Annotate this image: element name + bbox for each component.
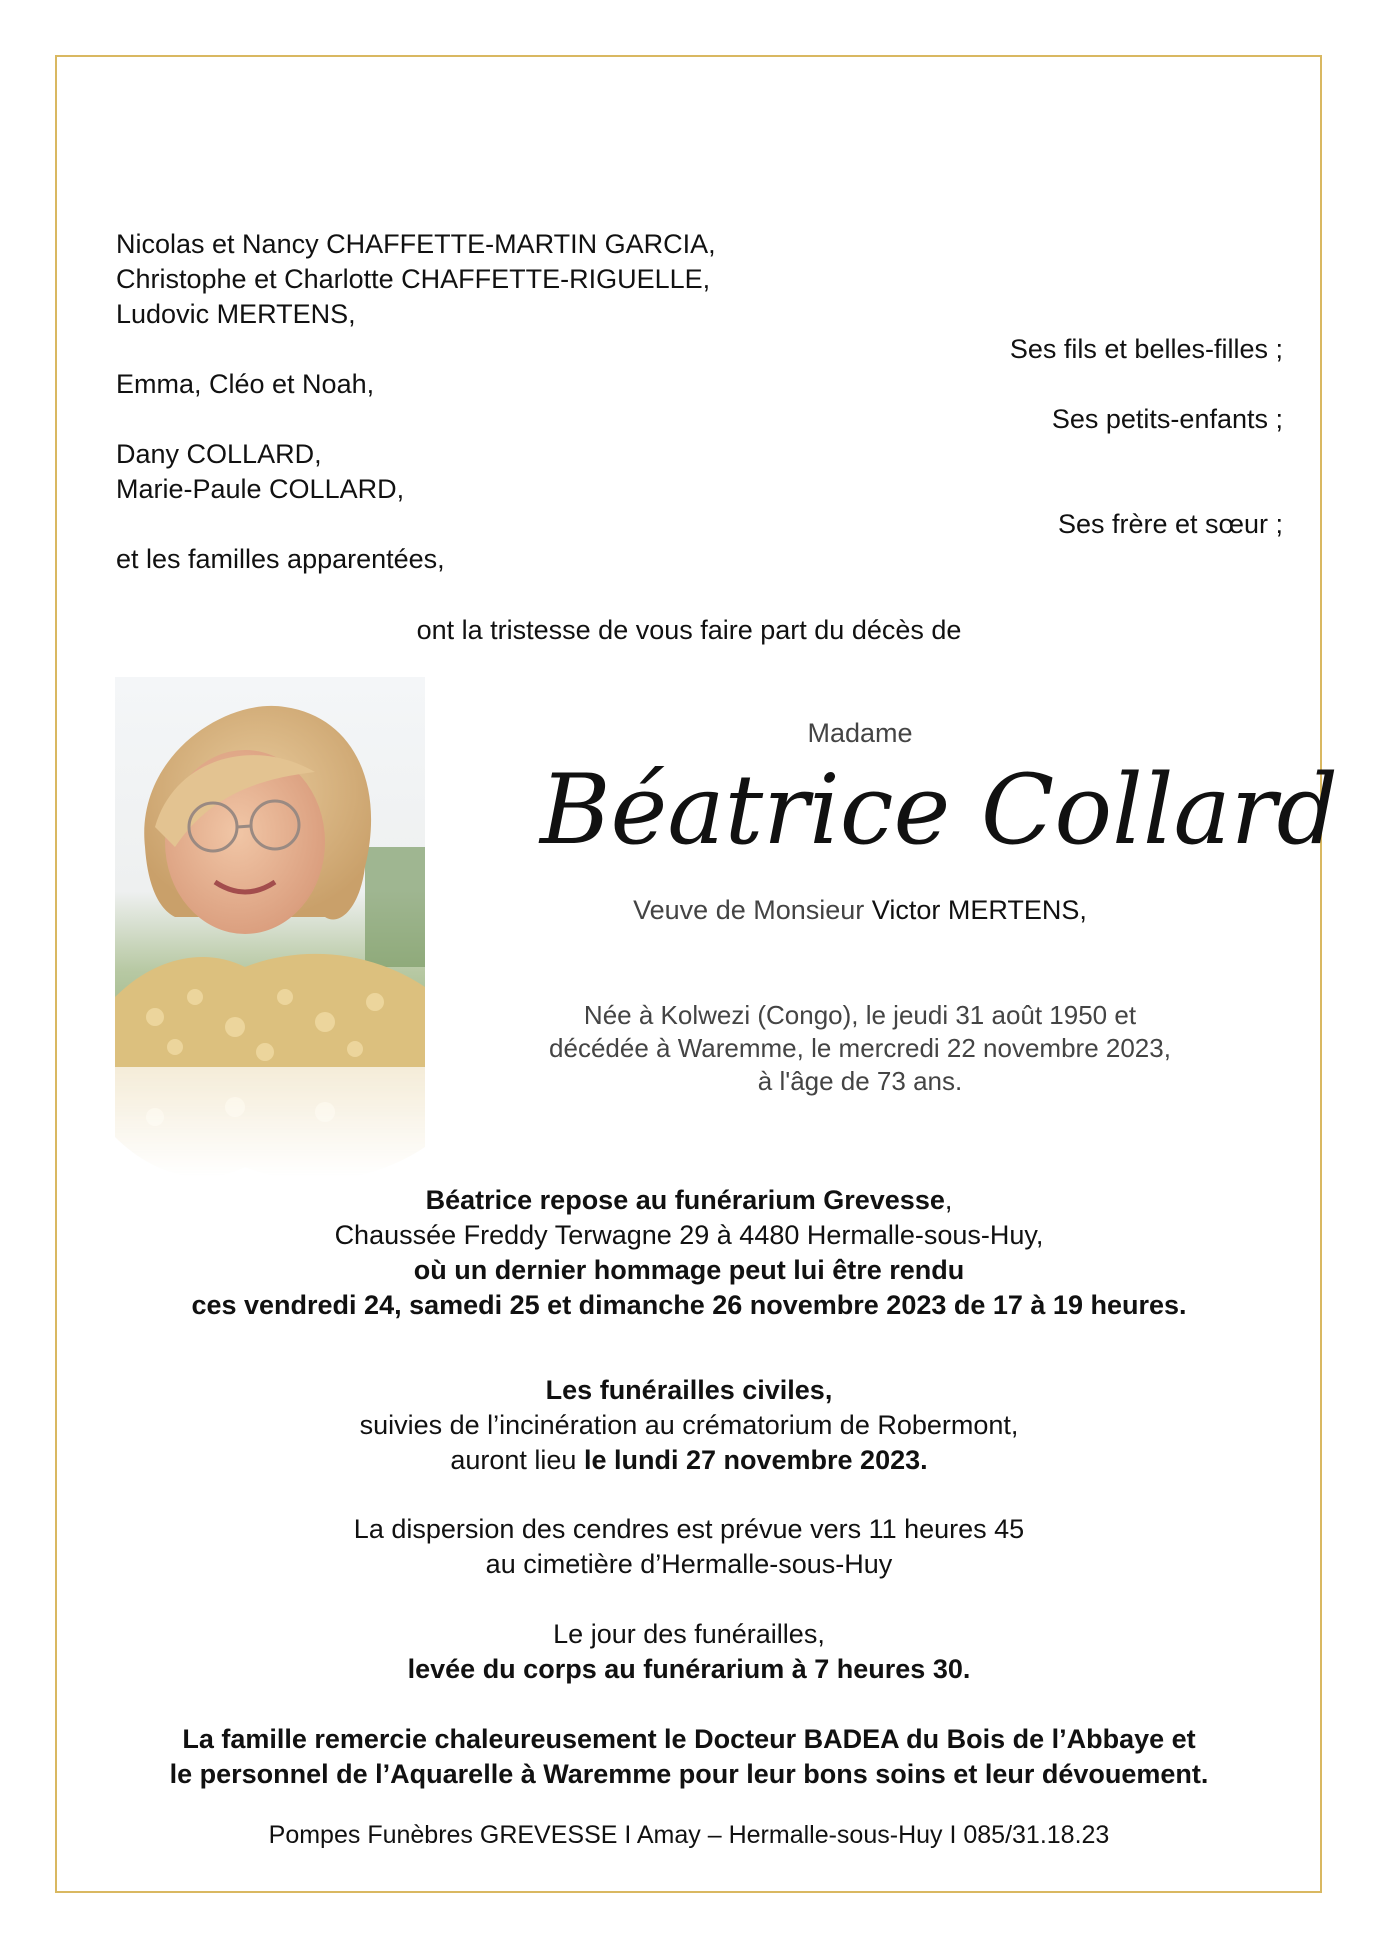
thanks-line-2: le personnel de l’Aquarelle à Waremme pour leur bons soins et leur dévouement. <box>169 1759 1209 1789</box>
visitation-line-1 <box>0 1183 1378 1217</box>
siblings-label: Ses frère et sœur ; <box>1057 509 1283 539</box>
visitation-comma: , <box>944 1185 953 1215</box>
dispersion-line-1: La dispersion des cendres est prévue vers 11 heures 45 <box>353 1514 1025 1544</box>
funeral-heading: Les funérailles civiles, <box>545 1375 833 1405</box>
deceased-name: Béatrice Collard <box>540 754 1339 866</box>
dayof-line-2: levée du corps au funérarium à 7 heures 30. <box>407 1654 971 1684</box>
relatives-line: et les familles apparentées, <box>116 544 445 574</box>
funeral-date: le lundi 27 novembre 2023. <box>583 1445 928 1475</box>
death-line: décédée à Waremme, le mercredi 22 novembre 2023, <box>549 1033 1171 1063</box>
sons-label: Ses fils et belles-filles ; <box>1009 334 1283 364</box>
birth-line: Née à Kolwezi (Congo), le jeudi 31 août 1950 et <box>583 1000 1137 1030</box>
funeral-line-3 <box>0 1443 1378 1477</box>
visitation-place: Béatrice repose au funérarium Grevesse <box>425 1185 945 1215</box>
widow-prefix: Veuve de Monsieur <box>633 895 865 925</box>
sibling-line-1: Dany COLLARD, <box>116 439 322 469</box>
visitation-dates: ces vendredi 24, samedi 25 et dimanche 26 novembre 2023 de 17 à 19 heures. <box>191 1290 1187 1320</box>
widow-name: Victor MERTENS, <box>871 895 1087 925</box>
son-line-2: Christophe et Charlotte CHAFFETTE-RIGUELLE, <box>116 264 711 294</box>
dispersion-line-2: au cimetière d’Hermalle-sous-Huy <box>485 1549 893 1579</box>
announcement-line: ont la tristesse de vous faire part du décès de <box>416 615 962 645</box>
thanks-line-1: La famille remercie chaleureusement le Docteur BADEA du Bois de l’Abbaye et <box>182 1724 1196 1754</box>
visitation-line-3: où un dernier hommage peut lui être rendu <box>413 1255 965 1285</box>
son-line-1: Nicolas et Nancy CHAFFETTE-MARTIN GARCIA, <box>116 229 716 259</box>
grandchildren-label: Ses petits-enfants ; <box>1051 404 1283 434</box>
son-line-3: Ludovic MERTENS, <box>116 299 356 329</box>
widow-line <box>520 893 1200 927</box>
grandchildren-line: Emma, Cléo et Noah, <box>116 369 375 399</box>
age-line: à l'âge de 73 ans. <box>757 1066 963 1096</box>
portrait-reflection <box>115 1067 425 1177</box>
honorific: Madame <box>807 718 913 748</box>
visitation-address: Chaussée Freddy Terwagne 29 à 4480 Hermalle-sous-Huy, <box>334 1220 1044 1250</box>
sibling-line-2: Marie-Paule COLLARD, <box>116 474 405 504</box>
funeral-line-2: suivies de l’incinération au crématorium de Robermont, <box>359 1410 1019 1440</box>
dayof-line-1: Le jour des funérailles, <box>553 1619 825 1649</box>
portrait-photo <box>115 677 425 1067</box>
deceased-name-script <box>520 754 1339 875</box>
footer-contact: Pompes Funèbres GREVESSE I Amay – Hermalle-sous-Huy I 085/31.18.23 <box>268 1821 1110 1849</box>
funeral-prefix: auront lieu <box>450 1445 577 1475</box>
